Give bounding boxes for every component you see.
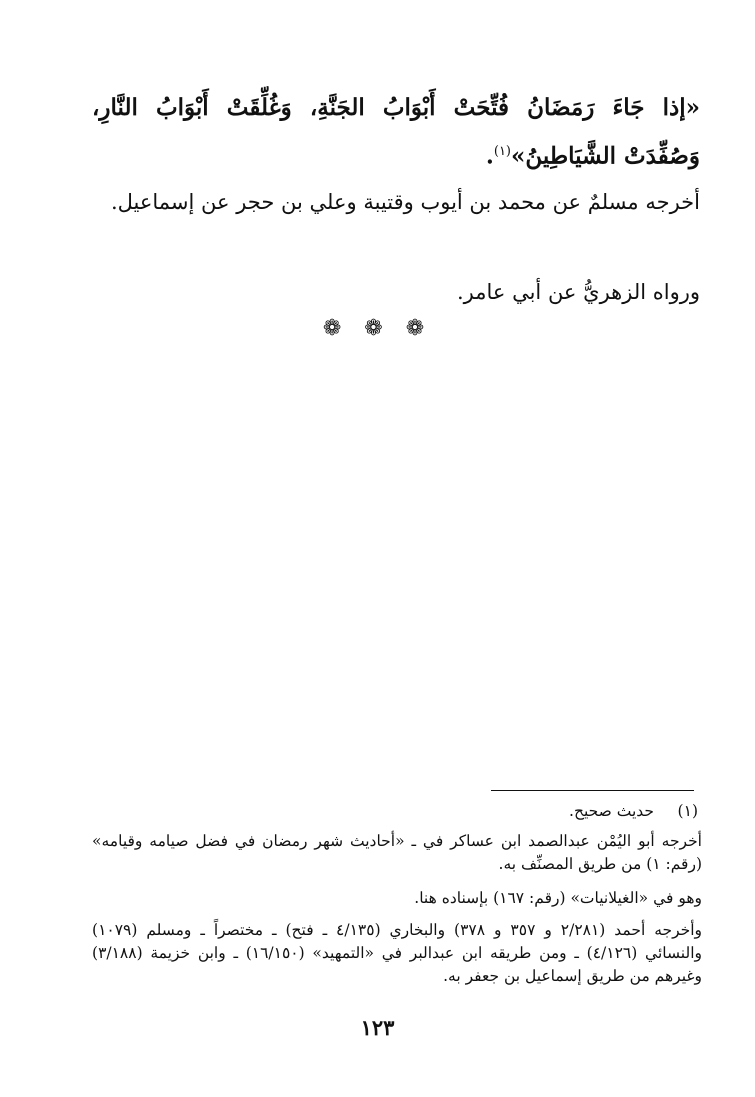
footnote-paragraph-3: وأخرجه أحمد (٢/٢٨١ و ٣٥٧ و ٣٧٨) والبخاري (٤/١٣٥ ـ فتح) ـ مختصراً ـ ومسلم (١٠٧٩) والنسائي (٤/١٢٦) ـ ومن طريقه ابن عبدالبر في «التمهيد» (١٦/١٥٠) ـ وابن خزيمة (٣/١٨٨) وغيرهم من طريق إسماعيل بن جعفر به. <box>92 921 703 985</box>
footnote-paragraph-2: وهو في «الغيلانيات» (رقم: ١٦٧) بإسناده هنا. <box>414 889 702 907</box>
hadith-body: «إذا جَاءَ رَمَضَانُ فُتِّحَتْ أَبْوَابُ الجَنَّةِ، وَغُلِّقَتْ أَبْوَابُ النَّارِ، وَصُفِّدَتْ الشَّيَاطِينُ» <box>92 94 700 170</box>
footnote-marker: (١) <box>677 802 698 820</box>
section-separator-icon: ❁ ❁ ❁ <box>322 316 433 341</box>
footnote-divider <box>491 790 694 791</box>
hadith-text <box>92 86 700 179</box>
hadith-period: . <box>485 142 494 170</box>
footnote-grading: حديث صحيح. <box>569 802 654 820</box>
page-number: ١٢٣ <box>360 1015 395 1040</box>
footnote-paragraph-1: أخرجه أبو اليُمْن عبدالصمد ابن عساكر في ـ «أحاديث شهر رمضان في فضل صيامه وقيامه» (رقم: ١) من طريق المصنِّف به. <box>92 832 702 873</box>
riwaya-paragraph: ورواه الزهريُّ عن أبي عامر. <box>456 280 700 304</box>
takhrij-paragraph: أخرجه مسلمٌ عن محمد بن أيوب وقتيبة وعلي بن حجر عن إسماعيل. <box>110 190 700 214</box>
footnote-reference: (١) <box>493 144 511 159</box>
